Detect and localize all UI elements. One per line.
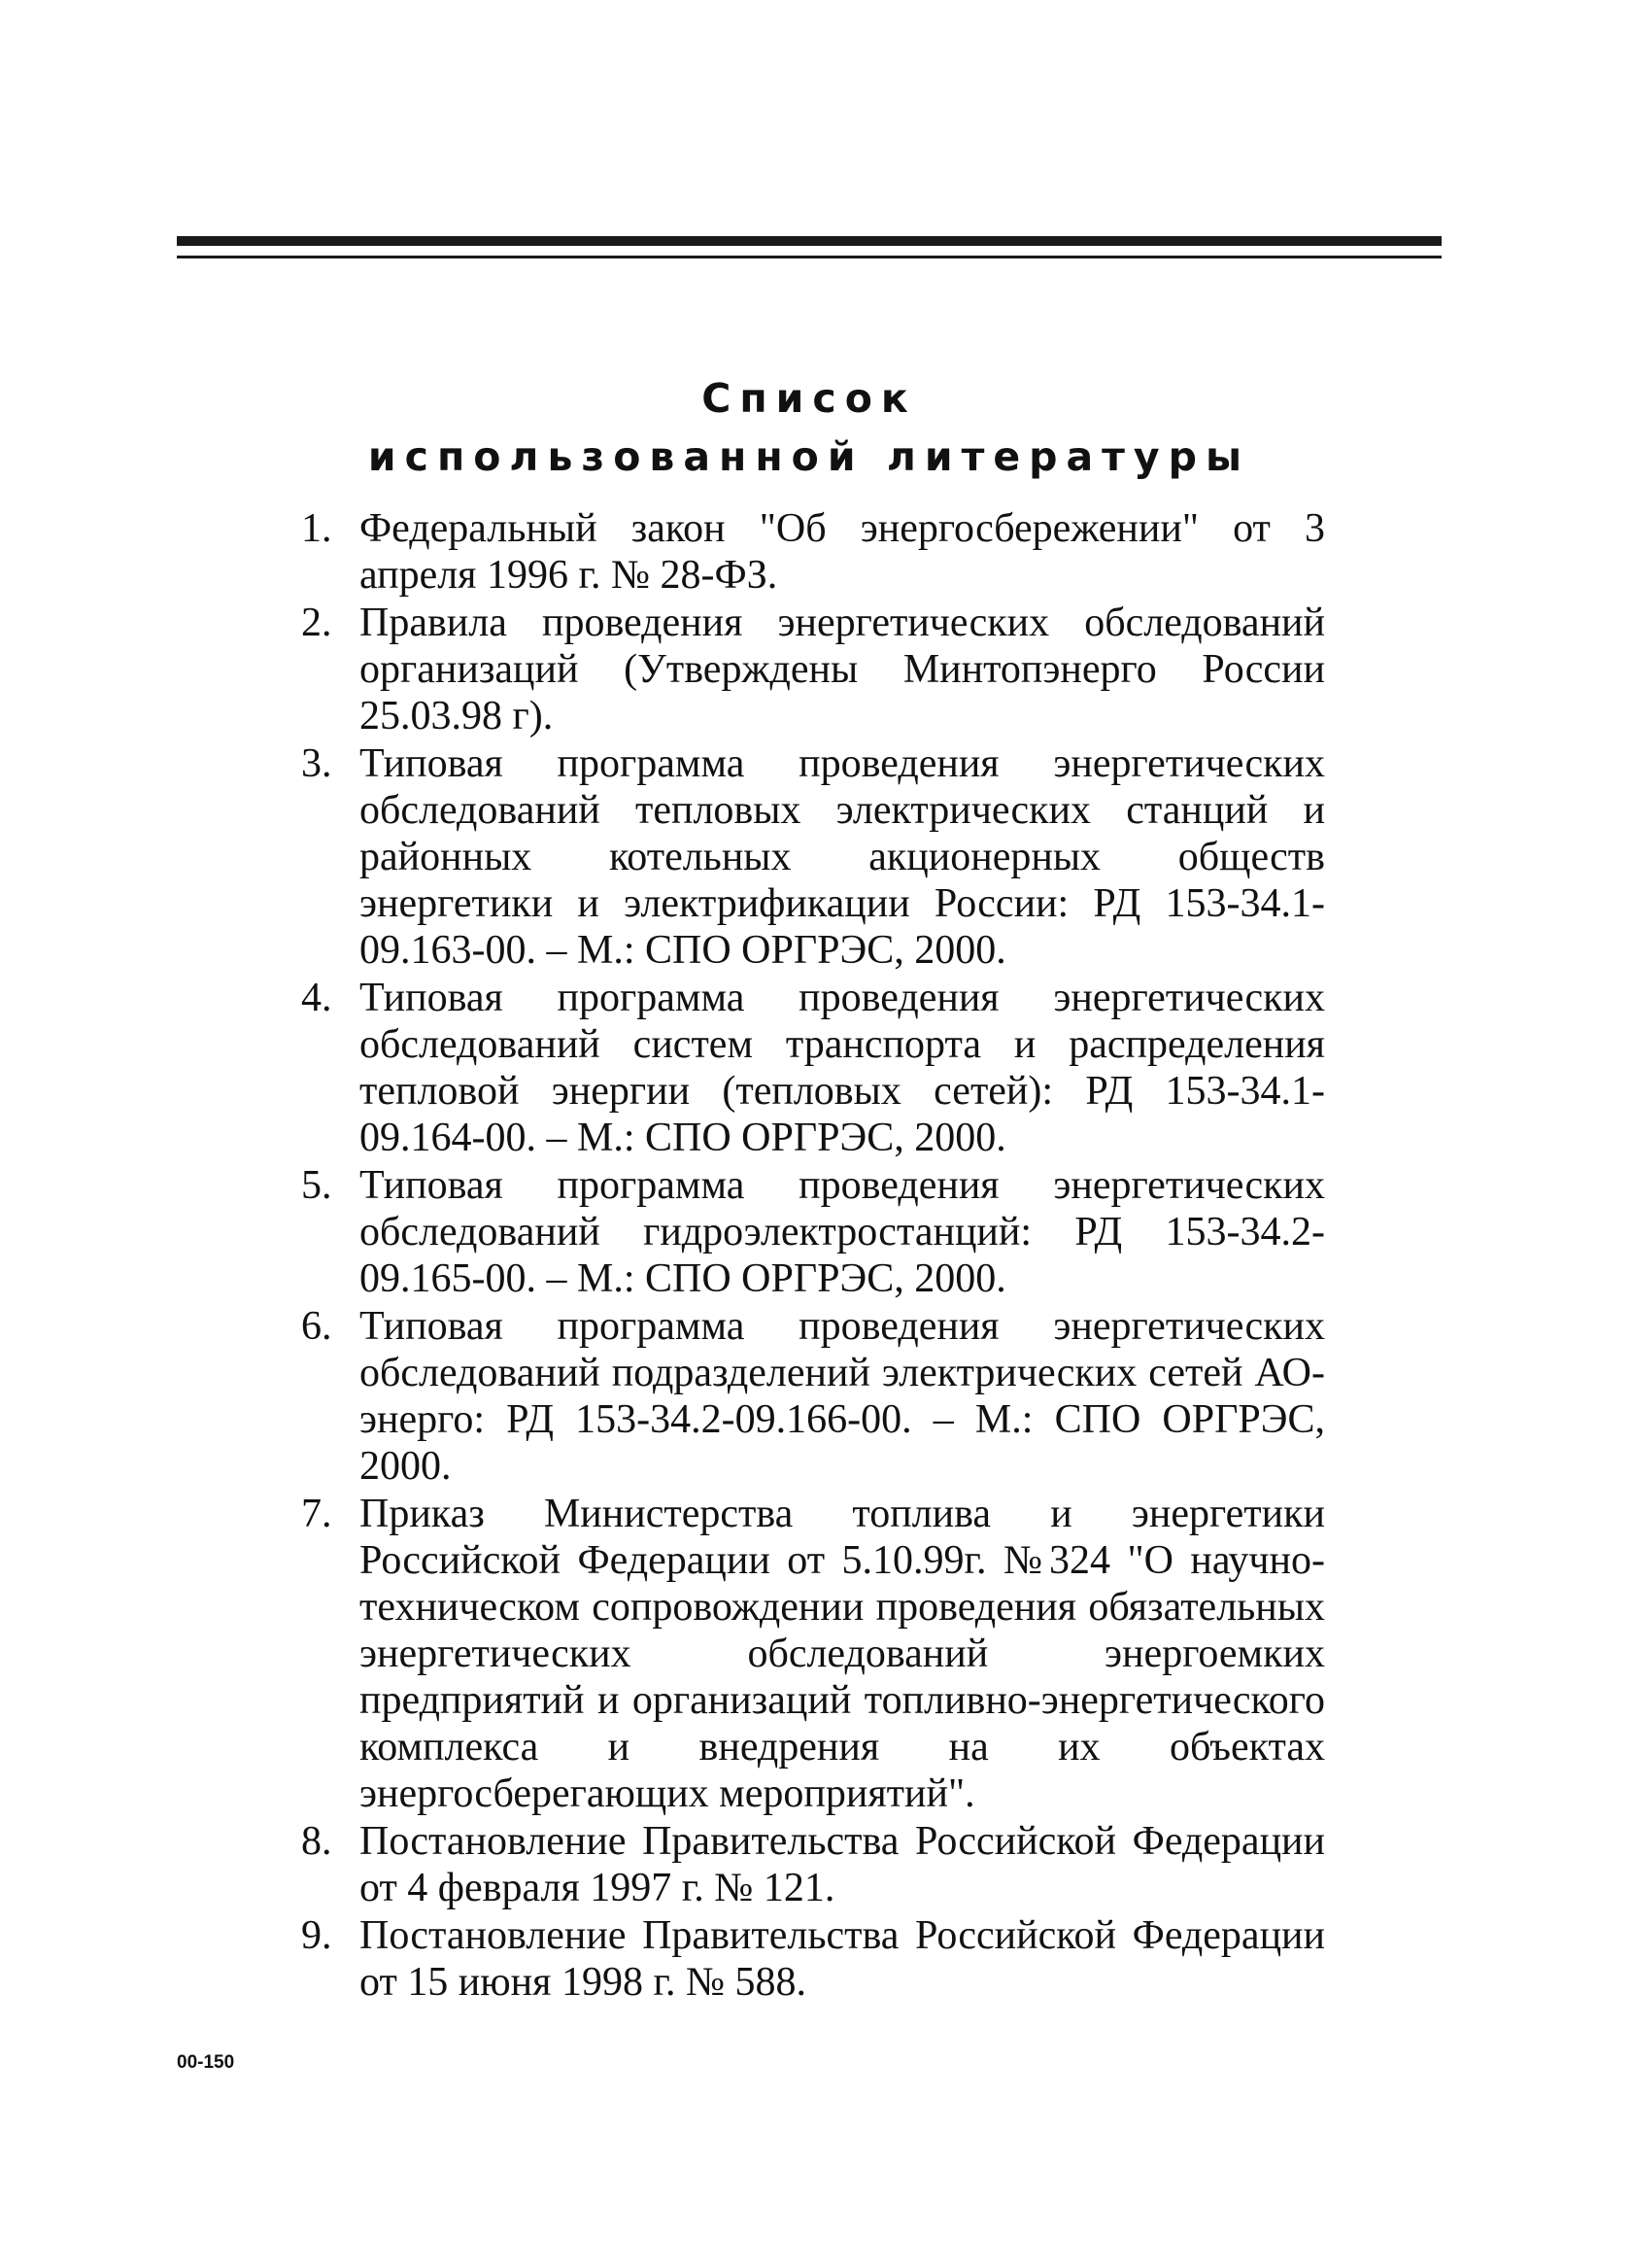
reference-text: Типовая программа проведения энергетических обследований гидроэлектростанций: РД 153-34.2-09.165-00. – М.: СПО ОРГРЭС, 2000. (359, 1163, 1325, 1301)
reference-number: 2. (301, 601, 332, 645)
reference-number: 4. (301, 976, 332, 1020)
reference-item (301, 1818, 1325, 1911)
reference-item (301, 1912, 1325, 2006)
reference-number: 8. (301, 1819, 332, 1864)
reference-text: Федеральный закон "Об энергосбережении" от 3 апреля 1996 г. № 28-ФЗ. (359, 506, 1325, 598)
footer-code: 00-150 (177, 2052, 235, 2073)
reference-number: 6. (301, 1304, 332, 1349)
reference-text: Приказ Министерства топлива и энергетики Российской Федерации от 5.10.99г. №324 "О научно-техническом сопровождении проведения обязательных энергетических обследований энергоемких предприятий и организаций топливно-энергетического комплекса и внедрения на их объектах энергосберегающих мероприятий". (359, 1492, 1325, 1816)
reference-number: 9. (301, 1913, 332, 1958)
reference-item (301, 505, 1325, 599)
reference-text: Постановление Правительства Российской Федерации от 15 июня 1998 г. № 588. (359, 1913, 1325, 2005)
header-rule-thin (177, 256, 1442, 258)
page-title-line-2: использованной литературы (367, 433, 1251, 480)
page-title (177, 369, 1442, 486)
reference-text: Правила проведения энергетических обследований организаций (Утверждены Минтопэнерго России 25.03.98 г). (359, 601, 1325, 739)
reference-text: Постановление Правительства Российской Федерации от 4 февраля 1997 г. № 121. (359, 1819, 1325, 1910)
page-title-line-1: Список (701, 375, 917, 422)
reference-item (301, 975, 1325, 1161)
reference-number: 3. (301, 741, 332, 786)
reference-number: 5. (301, 1163, 332, 1208)
reference-number: 1. (301, 506, 332, 551)
reference-text: Типовая программа проведения энергетических обследований систем транспорта и распределения тепловой энергии (тепловых сетей): РД 153-34.1-09.164-00. – М.: СПО ОРГРЭС, 2000. (359, 976, 1325, 1160)
reference-list (301, 505, 1325, 2007)
reference-item (301, 1491, 1325, 1817)
reference-item (301, 740, 1325, 974)
reference-number: 7. (301, 1492, 332, 1536)
reference-text: Типовая программа проведения энергетических обследований тепловых электрических станций и районных котельных акционерных обществ энергетики и электрификации России: РД 153-34.1-09.163-00. – М.: СПО ОРГРЭС, 2000. (359, 741, 1325, 973)
reference-item (301, 1303, 1325, 1490)
reference-text: Типовая программа проведения энергетических обследований подразделений электрических сетей АО-энерго: РД 153-34.2-09.166-00. – М.: СПО ОРГРЭС, 2000. (359, 1304, 1325, 1489)
reference-item (301, 600, 1325, 739)
header-rule-thick (177, 236, 1442, 246)
reference-item (301, 1162, 1325, 1302)
